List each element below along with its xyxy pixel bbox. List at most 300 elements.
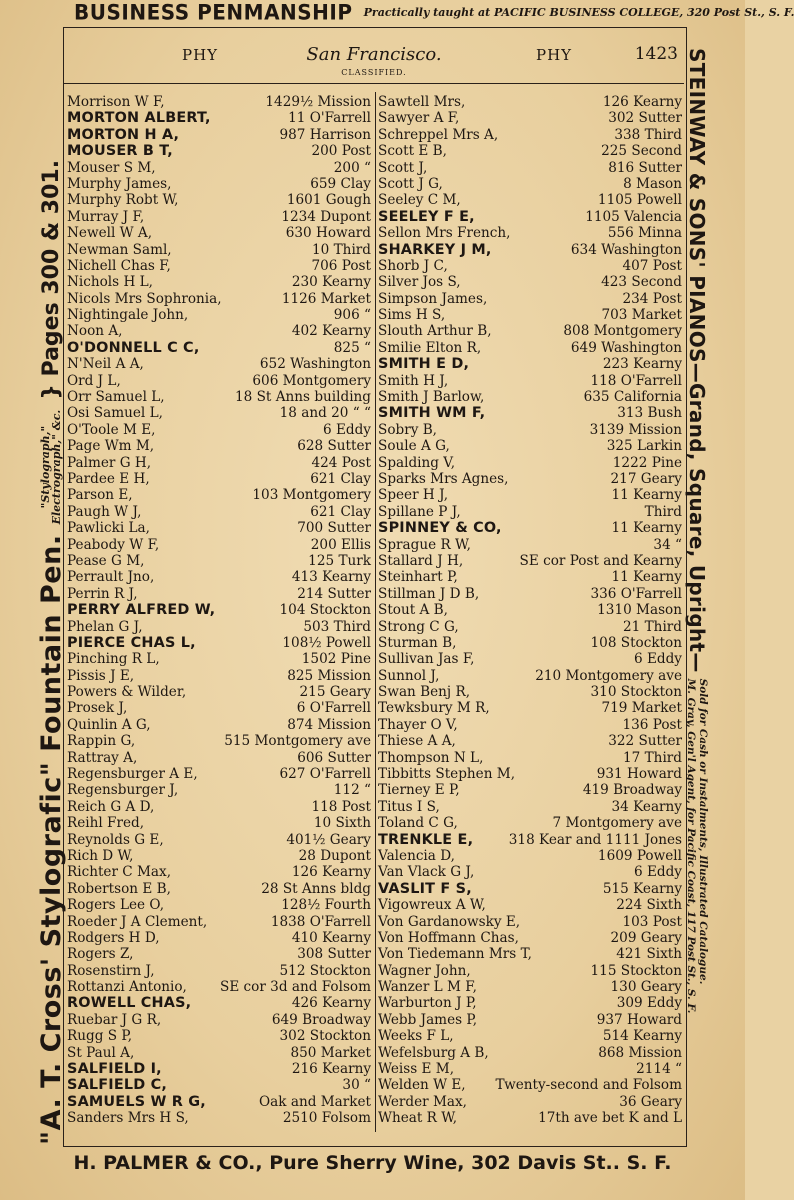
directory-entry [67,242,371,258]
directory-entry [378,635,682,651]
entry-address: 515 Montgomery ave [224,733,371,750]
directory-entry [67,930,371,946]
directory-entry [67,766,371,782]
entry-name: ROWELL CHAS, [67,995,192,1012]
directory-entry [378,258,682,274]
entry-address: 118 Post [311,798,371,815]
entry-address: 209 Geary [610,929,682,946]
entry-name: Rappin G, [67,733,136,750]
directory-entry [378,668,682,684]
entry-address: 1609 Powell [597,847,682,864]
entry-address: 214 Sutter [297,585,371,602]
entry-address: 216 Kearny [291,1061,371,1078]
entry-name: Pinching R L, [67,651,160,668]
directory-entry [378,94,682,110]
left-margin-advertisement [36,45,66,1145]
directory-entry [378,1094,682,1110]
entry-name: Paugh W J, [67,503,142,520]
left-ad-main: "A. T. Cross' Stylografic" Fountain Pen. [35,534,67,1145]
entry-address: 1429½ Mission [265,94,371,110]
directory-entry [67,651,371,667]
entry-name: MORTON H A, [67,126,180,143]
directory-entry [67,504,371,520]
directory-entry [67,1061,371,1077]
entry-name: Sims H S, [378,307,446,324]
entry-name: Phelan G J, [67,618,143,635]
directory-entry [67,1028,371,1044]
entry-name: Ruebar J G R, [67,1011,162,1028]
entry-name: Sparks Mrs Agnes, [378,470,509,487]
directory-entry [378,897,682,913]
entry-address: 103 Post [622,913,682,930]
entry-address: 36 Geary [619,1093,682,1110]
directory-entry [67,291,371,307]
directory-entry [378,963,682,979]
directory-entry [378,192,682,208]
top-advertisement [74,0,794,26]
directory-entry [67,815,371,831]
entry-name: Spillane P J, [378,503,461,520]
entry-address: 108 Stockton [590,634,682,651]
directory-entry [67,782,371,798]
directory-entry [67,684,371,700]
entry-address: 426 Kearny [291,995,371,1012]
entry-address: 224 Sixth [616,897,682,914]
directory-entry [67,520,371,536]
entry-address: 413 Kearny [291,569,371,586]
directory-entry [378,1077,682,1093]
entry-name: Richter C Max, [67,864,172,881]
entry-address: 3139 Mission [589,421,682,438]
directory-entry [67,750,371,766]
entry-name: SALFIELD I, [67,1061,162,1078]
directory-entry [67,553,371,569]
directory-entry [378,602,682,618]
entry-address: 336 O'Farrell [590,585,682,602]
entry-address: 410 Kearny [291,929,371,946]
directory-entry [67,864,371,880]
directory-entry [67,619,371,635]
directory-entry [378,176,682,192]
directory-entry [378,799,682,815]
directory-entry [378,995,682,1011]
entry-name: Soule A G, [378,438,450,455]
header-rule [64,83,684,84]
entry-name: Morrison W F, [67,94,165,110]
entry-name: Rosenstirn J, [67,962,155,979]
entry-address: 2114 “ [636,1061,682,1078]
entry-name: Silver Jos S, [378,274,461,291]
entry-name: Pardee E H, [67,470,150,487]
directory-entry [67,1077,371,1093]
entry-name: Sunnol J, [378,667,440,684]
entry-address: 108½ Powell [282,634,371,651]
directory-entry [378,1012,682,1028]
entry-name: Von Gardanowsky E, [378,913,521,930]
directory-entry [378,438,682,454]
directory-entry [67,668,371,684]
entry-address: 937 Howard [596,1011,682,1028]
entry-address: 18 St Anns building [235,389,371,406]
directory-entry [378,717,682,733]
entry-address: 630 Howard [285,225,371,242]
entry-address: 635 California [583,389,682,406]
column-divider [375,92,376,1132]
directory-entry [67,438,371,454]
entry-address: 313 Bush [617,405,682,422]
entry-name: O'DONNELL C C, [67,339,200,356]
entry-address: 136 Post [622,716,682,733]
entry-name: SHARKEY J M, [378,241,492,258]
entry-name: Von Tiedemann Mrs T, [378,946,532,963]
entry-address: 11 O'Farrell [288,110,371,127]
entry-address: 1310 Mason [597,602,682,619]
entry-address: SE cor 3d and Folsom [220,979,371,996]
directory-entry [378,225,682,241]
entry-name: Nichell Chas F, [67,257,171,274]
entry-name: Stillman J D B, [378,585,480,602]
entry-name: Spalding V, [378,454,456,471]
entry-address: 130 Geary [610,979,682,996]
directory-entry [378,307,682,323]
page-number: 1423 [634,44,678,64]
entry-address: 649 Broadway [271,1011,371,1028]
entry-address: 6 O'Farrell [296,700,371,717]
directory-entry [378,569,682,585]
entry-name: Webb James P, [378,1011,478,1028]
entry-name: Powers & Wilder, [67,684,187,701]
directory-entry [67,848,371,864]
entry-name: Van Vlack G J, [378,864,475,881]
entry-name: Smith H J, [378,372,449,389]
entry-name: VASLIT F S, [378,880,472,897]
entry-name: Werder Max, [378,1093,467,1110]
entry-address: 606 Sutter [297,749,371,766]
entry-address: 338 Third [614,126,682,143]
entry-address: 931 Howard [596,766,682,783]
entry-name: SMITH E D, [378,356,470,373]
directory-entry [378,930,682,946]
entry-address: 104 Stockton [279,602,371,619]
entry-name: Murray J F, [67,208,145,225]
entry-name: Rogers Z, [67,946,134,963]
directory-entry [67,422,371,438]
directory-entry [67,1045,371,1061]
entry-name: Tierney E P, [378,782,460,799]
entry-address: 230 Kearny [291,274,371,291]
entry-address: 103 Montgomery [252,487,371,504]
entry-name: Nicols Mrs Sophronia, [67,290,222,307]
entry-address: 424 Post [311,454,371,471]
entry-address: 302 Sutter [608,110,682,127]
entry-name: Sellon Mrs French, [378,225,511,242]
entry-name: Pissis J E, [67,667,135,684]
entry-name: Warburton J P, [378,995,477,1012]
left-ad-mid-line2: Electrograph," &c. [50,409,63,525]
entry-name: Slouth Arthur B, [378,323,492,340]
right-ad-main: STEINWAY & SONS' PIANOS—Grand, Square, Upright— [685,48,709,673]
entry-name: Rattray A, [67,749,138,766]
entry-address: 407 Post [622,257,682,274]
entry-address: 217 Geary [610,470,682,487]
entry-name: Sobry B, [378,421,438,438]
entry-address: 423 Second [601,274,682,291]
entry-address: 215 Geary [299,684,371,701]
directory-entry [378,291,682,307]
entry-address: 1222 Pine [612,454,682,471]
entry-address: 700 Sutter [297,520,371,537]
header-right-key: PHY [536,46,573,64]
entry-name: Newell W A, [67,225,153,242]
entry-address: 512 Stockton [279,962,371,979]
entry-name: Reynolds G E, [67,831,164,848]
entry-name: Wefelsburg A B, [378,1044,489,1061]
entry-name: O'Toole M E, [67,421,156,438]
directory-entry [67,110,371,126]
entry-address: 606 Montgomery [252,372,371,389]
directory-entry [67,307,371,323]
directory-entry [67,373,371,389]
entry-name: N'Neil A A, [67,356,144,373]
entry-name: SPINNEY & CO, [378,520,502,537]
entry-name: Peabody W F, [67,536,160,553]
directory-entry [378,422,682,438]
entry-address: 1126 Market [281,290,371,307]
entry-address: 402 Kearny [291,323,371,340]
entry-address: 634 Washington [570,241,682,258]
entry-address: 1234 Dupont [281,208,371,225]
entry-address: 28 Dupont [298,847,371,864]
entry-address: 302 Stockton [279,1028,371,1045]
left-column [67,94,371,1134]
directory-entry [67,832,371,848]
directory-entry [378,405,682,421]
entry-address: 200 “ [333,159,371,176]
entry-address: 34 Kearny [611,798,682,815]
entry-address: 11 Kearny [611,487,682,504]
directory-entry [67,356,371,372]
entry-name: Smith J Barlow, [378,389,485,406]
entry-address: 118 O'Farrell [590,372,682,389]
entry-name: Parson E, [67,487,133,504]
directory-entry [378,914,682,930]
entry-name: Wheat R W, [378,1110,458,1127]
directory-entry [67,143,371,159]
directory-entry [67,258,371,274]
entry-name: TRENKLE E, [378,831,474,848]
entry-address: 128½ Fourth [281,897,371,914]
entry-name: Tewksbury M R, [378,700,490,717]
entry-address: 703 Market [601,307,682,324]
entry-address: 1105 Powell [597,192,682,209]
directory-entry [378,110,682,126]
entry-name: Swan Benj R, [378,684,471,701]
directory-entry [67,995,371,1011]
directory-entry [67,946,371,962]
right-ad-sub [685,679,709,1014]
entry-address: 21 Third [623,618,682,635]
directory-entry [67,1012,371,1028]
directory-entry [67,160,371,176]
directory-entry [378,520,682,536]
entry-address: 401½ Geary [286,831,371,848]
directory-entry [378,815,682,831]
directory-entry [378,979,682,995]
entry-address: 308 Sutter [297,946,371,963]
entry-address: 322 Sutter [608,733,682,750]
directory-entry [378,700,682,716]
directory-entry [378,340,682,356]
entry-name: Stallard J H, [378,552,464,569]
directory-entry [67,1110,371,1126]
entry-address: 1105 Valencia [585,208,682,225]
entry-address: 419 Broadway [582,782,682,799]
entry-address: 200 Ellis [310,536,371,553]
entry-name: Mouser S M, [67,159,156,176]
entry-name: Murphy Robt W, [67,192,179,209]
entry-name: Pease G M, [67,552,145,569]
entry-name: Rogers Lee O, [67,897,165,914]
entry-address: 325 Larkin [606,438,682,455]
left-ad-pages: } Pages 300 & 301. [38,159,64,400]
entry-name: Stout A B, [378,602,448,619]
entry-address: 1838 O'Farrell [270,913,371,930]
entry-address: 515 Kearny [602,880,682,897]
right-ad-sub-line2: M. Gray, Gen'l Agent, for Pacific Coast, 117 Post St., S. F. [685,678,697,1014]
entry-name: Toland C G, [378,815,458,832]
directory-entry [67,323,371,339]
entry-address: 2510 Folsom [282,1110,371,1127]
entry-name: Osi Samuel L, [67,405,163,422]
entry-name: Regensburger A E, [67,766,198,783]
entry-name: Von Hoffmann Chas, [378,929,519,946]
entry-name: Valencia D, [378,847,455,864]
directory-entry [378,881,682,897]
directory-entry [378,389,682,405]
entry-name: Wanzer L M F, [378,979,477,996]
entry-address: 421 Sixth [616,946,682,963]
directory-entry [67,569,371,585]
entry-name: Scott J, [378,159,428,176]
entry-address: 11 Kearny [611,520,682,537]
entry-address: 17th ave bet K and L [538,1110,682,1127]
entry-name: Perrin R J, [67,585,138,602]
entry-name: Thompson N L, [378,749,484,766]
directory-entry [378,553,682,569]
entry-address: 649 Washington [570,339,682,356]
directory-entry [378,487,682,503]
directory-entry [378,537,682,553]
entry-name: Weeks F L, [378,1028,454,1045]
directory-entry [378,504,682,520]
entry-address: 514 Kearny [602,1028,682,1045]
entry-name: Palmer G H, [67,454,152,471]
entry-address: 112 “ [333,782,371,799]
directory-entry [378,1061,682,1077]
entry-name: Strong C G, [378,618,459,635]
entry-name: Sullivan Jas F, [378,651,475,668]
entry-address: 310 Stockton [590,684,682,701]
entry-address: 816 Sutter [608,159,682,176]
entry-name: Orr Samuel L, [67,389,165,406]
entry-address: 868 Mission [598,1044,682,1061]
entry-address: 621 Clay [310,470,371,487]
directory-entry [67,274,371,290]
entry-address: 906 “ [333,307,371,324]
directory-entry [67,192,371,208]
page-header [64,44,684,84]
entry-address: 10 Third [312,241,371,258]
entry-address: 6 Eddy [323,421,371,438]
entry-name: SAMUELS W R G, [67,1093,206,1110]
directory-entry [378,143,682,159]
entry-name: Newman Saml, [67,241,172,258]
entry-name: MORTON ALBERT, [67,110,211,127]
entry-name: Sawtell Mrs, [378,94,466,110]
directory-entry [67,340,371,356]
directory-entry [67,1094,371,1110]
header-left-key: PHY [182,46,219,64]
entry-address: 223 Kearny [602,356,682,373]
directory-entry [378,832,682,848]
entry-name: Sawyer A F, [378,110,460,127]
directory-entry [378,619,682,635]
entry-name: Simpson James, [378,290,488,307]
directory-entry [378,586,682,602]
left-ad-mid-line1: "Stylograph," [39,425,52,509]
entry-address: Oak and Market [259,1093,371,1110]
entry-address: 706 Post [311,257,371,274]
entry-name: Murphy James, [67,175,172,192]
entry-name: Speer H J, [378,487,449,504]
entry-address: 125 Turk [308,552,371,569]
entry-name: Roeder J A Clement, [67,913,208,930]
directory-entry [378,1045,682,1061]
directory-entry [378,160,682,176]
directory-entry [378,1110,682,1126]
entry-address: 28 St Anns bldg [261,880,371,897]
entry-name: PERRY ALFRED W, [67,602,216,619]
entry-address: 11 Kearny [611,569,682,586]
entry-name: MOUSER B T, [67,143,173,160]
entry-address: Third [644,503,682,520]
entry-name: Ord J L, [67,372,121,389]
directory-entry [67,127,371,143]
directory-entry [378,651,682,667]
entry-address: 556 Minna [607,225,682,242]
directory-entry [67,537,371,553]
directory-entry [378,848,682,864]
directory-entry [67,881,371,897]
entry-name: Reich G A D, [67,798,155,815]
directory-entry [378,323,682,339]
directory-entry [67,586,371,602]
top-ad-main: BUSINESS PENMANSHIP [74,0,353,25]
directory-entry [67,979,371,995]
entry-address: 6 Eddy [634,864,682,881]
directory-entry [67,700,371,716]
directory-entry [67,635,371,651]
directory-entry [378,684,682,700]
entry-name: Thiese A A, [378,733,456,750]
entry-address: 309 Eddy [616,995,682,1012]
directory-entry [378,455,682,471]
entry-address: 850 Market [290,1044,371,1061]
entry-address: SE cor Post and Kearny [519,552,682,569]
entry-address: 6 Eddy [634,651,682,668]
entry-name: Sprague R W, [378,536,471,553]
left-ad-mid [40,410,62,525]
